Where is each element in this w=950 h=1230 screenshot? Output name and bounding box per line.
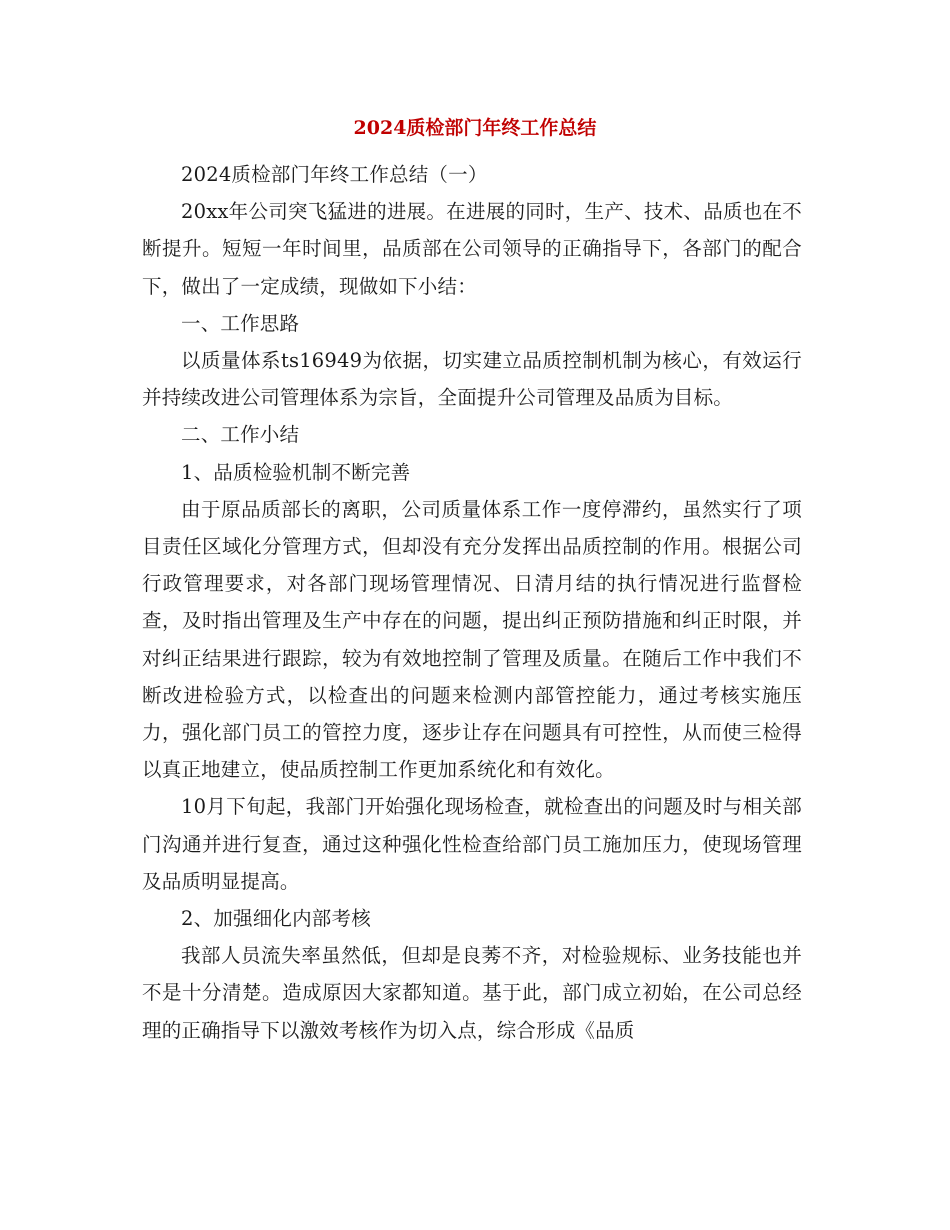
intro-paragraph: 20xx年公司突飞猛进的进展。在进展的同时，生产、技术、品质也在不断提升。短短一年时间里，品质部在公司领导的正确指导下，各部门的配合下，做出了一定成绩，现做如下小结：	[142, 200, 802, 298]
work-approach-paragraph: 以质量体系ts16949为依据，切实建立品质控制机制为核心，有效运行并持续改进公司管理体系为宗旨，全面提升公司管理及品质为目标。	[142, 349, 802, 410]
subheading-inspection-mechanism: 1、品质检验机制不断完善	[181, 460, 411, 484]
internal-assessment-paragraph: 我部人员流失率虽然低，但却是良莠不齐，对检验规标、业务技能也并不是十分清楚。造成原因大家都知道。基于此，部门成立初始，在公司总经理的正确指导下以激效考核作为切入点，综合形成《品质	[142, 944, 802, 1042]
subtitle-paragraph: 2024质检部门年终工作总结（一）	[181, 163, 488, 186]
site-inspection-paragraph: 10月下旬起，我部门开始强化现场检查，就检查出的问题及时与相关部门沟通并进行复查，通过这种强化性检查给部门员工施加压力，使现场管理及品质明显提高。	[142, 795, 802, 893]
document-body	[142, 156, 802, 1049]
subheading-internal-assessment: 2、加强细化内部考核	[181, 907, 371, 931]
section-heading-work-approach: 一、工作思路	[181, 311, 300, 335]
section-heading-work-summary: 二、工作小结	[181, 423, 300, 447]
document-title: 2024质检部门年终工作总结	[353, 117, 597, 139]
inspection-mechanism-paragraph: 由于原品质部长的离职，公司质量体系工作一度停滞约，虽然实行了项目责任区域化分管理方式，但却没有充分发挥出品质控制的作用。根据公司行政管理要求，对各部门现场管理情况、日清月结的执行情况进行监督检查，及时指出管理及生产中存在的问题，提出纠正预防措施和纠正时限，并对纠正结果进行跟踪，较为有效地控制了管理及质量。在随后工作中我们不断改进检验方式，以检查出的问题来检测内部管控能力，通过考核实施压力，强化部门员工的管控力度，逐步让存在问题具有可控性，从而使三检得以真正地建立，使品质控制工作更加系统化和有效化。	[142, 497, 802, 782]
